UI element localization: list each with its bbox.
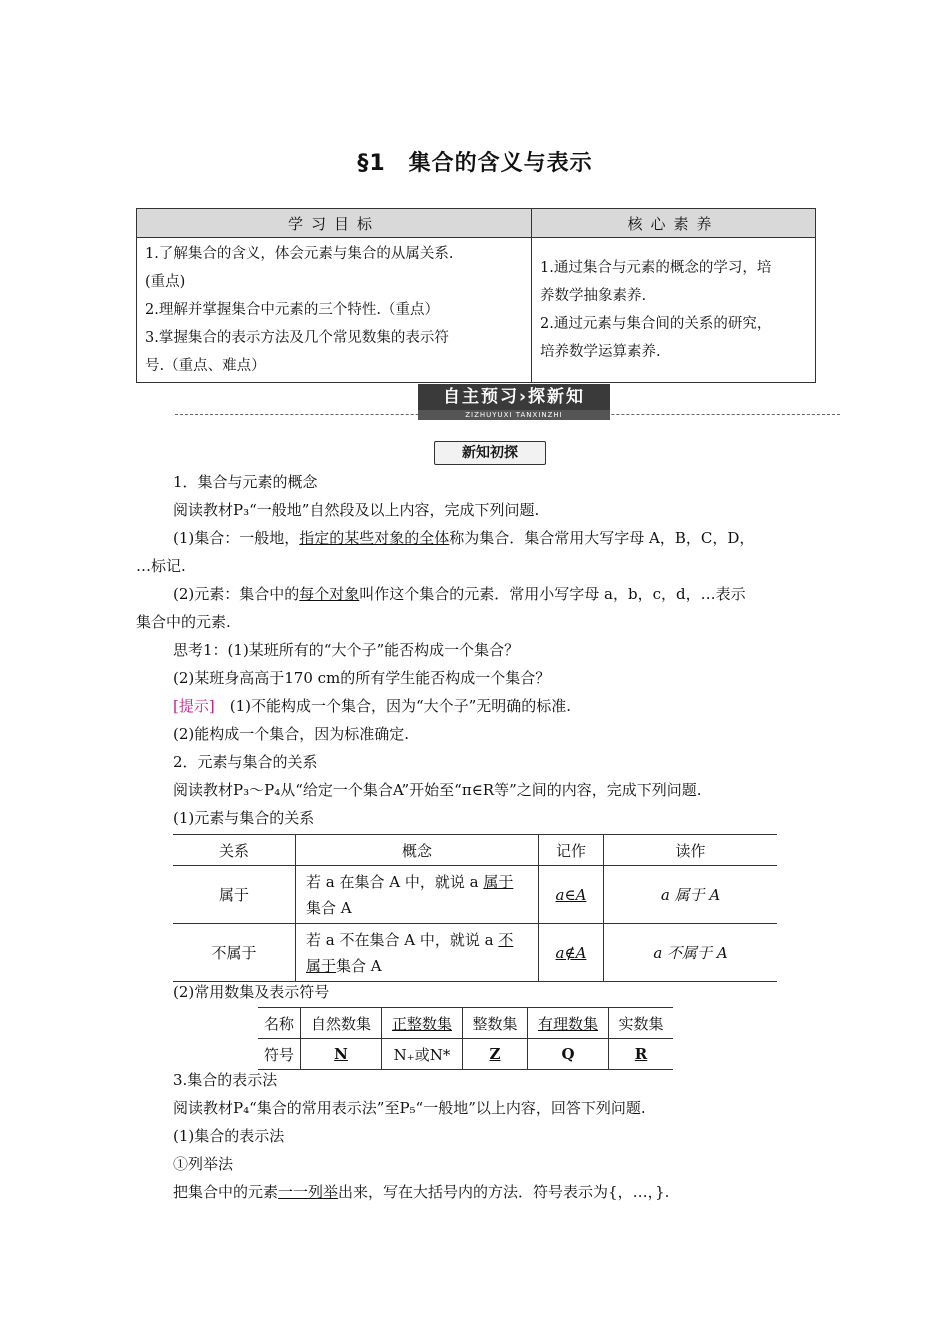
think-question-2: (2)某班身高高于170 cm的所有学生能否构成一个集合？	[173, 669, 551, 687]
method-list: ①列举法	[173, 1155, 234, 1173]
element-definition-cont: 集合中的元素.	[136, 613, 231, 631]
goals-table	[136, 208, 816, 383]
table-row: 名称 自然数集 正整数集 整数集 有理数集 实数集	[258, 1008, 673, 1039]
read-instruction-2: 阅读教材P₃～P₄从“给定一个集合A”开始至“π∈R等”之间的内容，完成下列问题.	[173, 781, 702, 799]
relation-table: 关系 概念 记作 读作 属于 若 a 在集合 A 中，就说 a 属于 集合 A a∈A a 属于 A 不属于 若 a 不在集合 A 中，就说 a 不 属于集合 A a∉A a 不属于 A	[173, 834, 777, 982]
literacy-line: 培养数学运算素养.	[540, 344, 661, 360]
section-banner	[0, 384, 950, 420]
list-method-definition: 把集合中的元素一一列举出来，写在大括号内的方法．符号表示为{，…，}.	[173, 1183, 670, 1201]
goal-line: 3.掌握集合的表示方法及几个常见数集的表示符	[145, 330, 449, 346]
read-instruction: 阅读教材P₃“一般地”自然段及以上内容，完成下列问题.	[173, 501, 540, 519]
sub-heading-methods: (1)集合的表示法	[173, 1127, 285, 1145]
heading-s3: 3.集合的表示法	[173, 1071, 278, 1089]
banner-subtitle: ZIZHUYUXI TANXINZHI	[418, 410, 610, 420]
goal-line: 2.理解并掌握集合中元素的三个特性.（重点）	[145, 302, 439, 318]
table-row: 属于 若 a 在集合 A 中，就说 a 属于 集合 A a∈A a 属于 A	[173, 866, 777, 924]
set-definition-cont: …标记.	[136, 557, 186, 575]
table-row: 不属于 若 a 不在集合 A 中，就说 a 不 属于集合 A a∉A a 不属于 A	[173, 924, 777, 982]
element-definition: (2)元素：集合中的每个对象叫作这个集合的元素．常用小写字母 a，b，c，d，…表示	[173, 585, 746, 603]
goals-right-cell	[532, 238, 816, 383]
goal-line: 号.（重点、难点）	[145, 358, 266, 374]
sub-heading-relation: (1)元素与集合的关系	[173, 809, 315, 827]
goals-header-left: 学习目标	[137, 209, 532, 238]
heading-s1: 1．集合与元素的概念	[173, 473, 318, 491]
goals-left-cell	[137, 238, 532, 383]
read-instruction-3: 阅读教材P₄“集合的常用表示法”至P₅“一般地”以上内容，回答下列问题.	[173, 1099, 646, 1117]
number-sets-table	[258, 1007, 673, 1070]
think-question-1: 思考1：(1)某班所有的“大个子”能否构成一个集合？	[173, 641, 520, 659]
set-definition: (1)集合：一般地，指定的某些对象的全体称为集合．集合常用大写字母 A，B，C，D，	[173, 529, 755, 547]
hint-2: (2)能构成一个集合，因为标准确定.	[173, 725, 410, 743]
page-title: §1 集合的含义与表示	[357, 151, 593, 176]
goal-line: (重点)	[145, 274, 186, 290]
table-row: 符号 N N₊或N* Z Q R	[258, 1039, 673, 1070]
banner-title: 自主预习›探新知	[418, 384, 610, 410]
literacy-line: 1.通过集合与元素的概念的学习，培	[540, 260, 772, 276]
goals-header-right: 核心素养	[532, 209, 816, 238]
hint-label: [提示]	[173, 697, 215, 715]
hint-1: [提示] (1)不能构成一个集合，因为“大个子”无明确的标准.	[173, 697, 572, 715]
subsection-label: 新知初探	[434, 441, 546, 465]
literacy-line: 养数学抽象素养.	[540, 288, 647, 304]
sub-heading-sets: (2)常用数集及表示符号	[173, 983, 330, 1001]
heading-s2: 2．元素与集合的关系	[173, 753, 318, 771]
literacy-line: 2.通过元素与集合间的关系的研究，	[540, 316, 772, 332]
goal-line: 1.了解集合的含义，体会元素与集合的从属关系.	[145, 246, 454, 262]
